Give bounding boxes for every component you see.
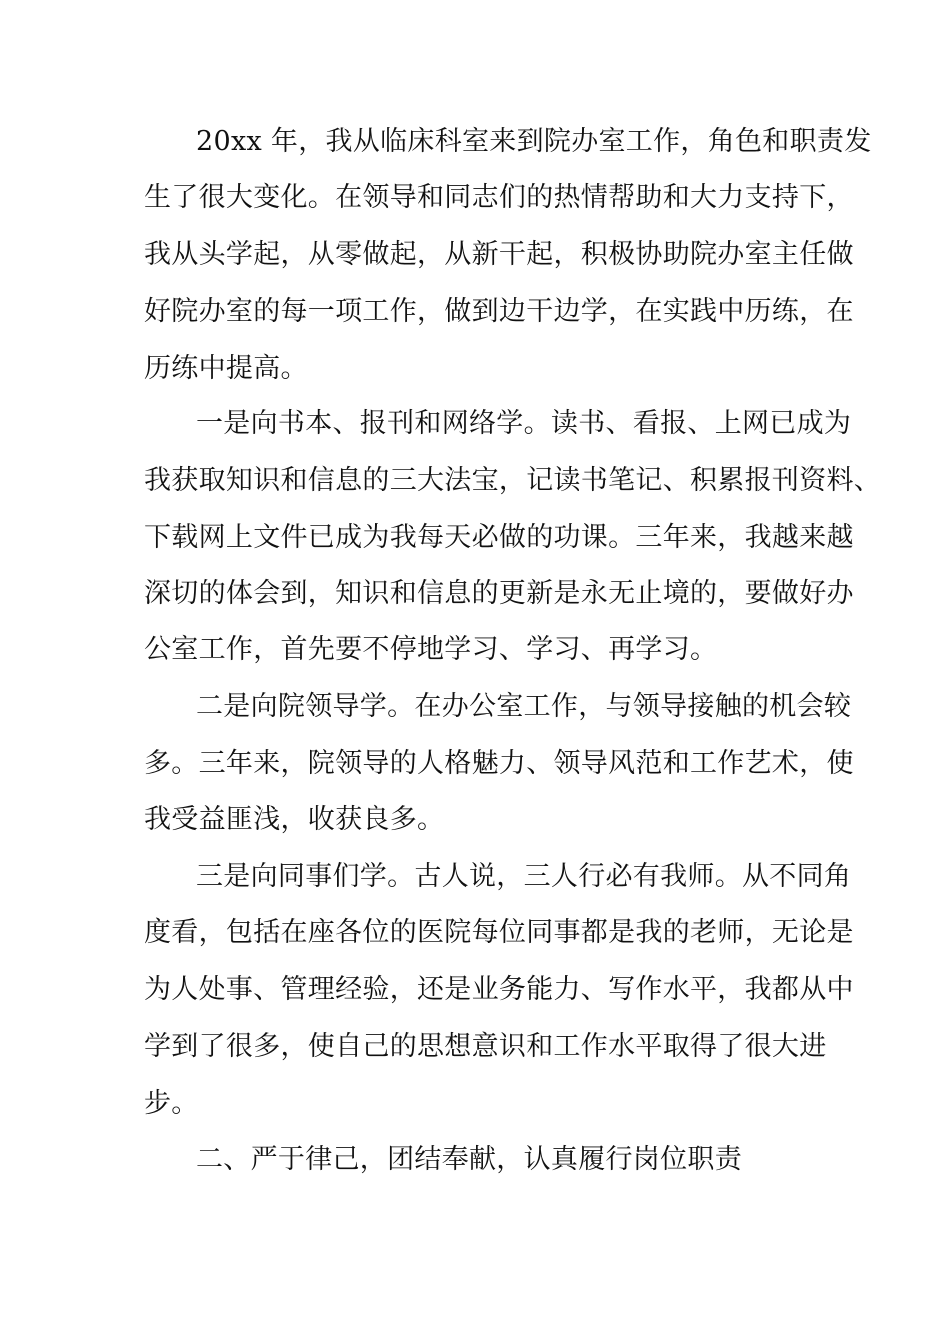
paragraph-3-line-3: 我受益匪浅，收获良多。 (144, 804, 445, 835)
section-heading-2: 二、严于律己，团结奉献，认真履行岗位职责 (196, 1144, 742, 1175)
paragraph-4-line-3: 为人处事、管理经验，还是业务能力、写作水平，我都从中 (144, 974, 854, 1005)
paragraph-2-line-2: 我获取知识和信息的三大法宝，记读书笔记、积累报刊资料、 (144, 465, 882, 496)
paragraph-2-line-1: 一是向书本、报刊和网络学。读书、看报、上网已成为 (196, 408, 852, 439)
paragraph-2-line-5: 公室工作，首先要不停地学习、学习、再学习。 (144, 634, 718, 665)
paragraph-1-line-2: 生了很大变化。在领导和同志们的热情帮助和大力支持下， (144, 182, 854, 213)
paragraph-1-line-4: 好院办室的每一项工作，做到边干边学，在实践中历练，在 (144, 296, 854, 327)
paragraph-3-line-2: 多。三年来，院领导的人格魅力、领导风范和工作艺术，使 (144, 748, 854, 779)
paragraph-4-line-2: 度看，包括在座各位的医院每位同事都是我的老师，无论是 (144, 917, 854, 948)
paragraph-1-line-5: 历练中提高。 (144, 353, 308, 384)
paragraph-4-line-5: 步。 (144, 1088, 199, 1119)
paragraph-1-line-3: 我从头学起，从零做起，从新干起，积极协助院办室主任做 (144, 239, 854, 270)
paragraph-2-line-4: 深切的体会到，知识和信息的更新是永无止境的，要做好办 (144, 578, 854, 609)
paragraph-3-line-1: 二是向院领导学。在办公室工作，与领导接触的机会较 (196, 691, 852, 722)
paragraph-4-line-4: 学到了很多，使自己的思想意识和工作水平取得了很大进 (144, 1031, 827, 1062)
paragraph-4-line-1: 三是向同事们学。古人说，三人行必有我师。从不同角 (196, 861, 852, 892)
paragraph-1-line-1: 20xx 年，我从临床科室来到院办室工作，角色和职责发 (196, 126, 872, 157)
paragraph-2-line-3: 下载网上文件已成为我每天必做的功课。三年来，我越来越 (144, 522, 854, 553)
